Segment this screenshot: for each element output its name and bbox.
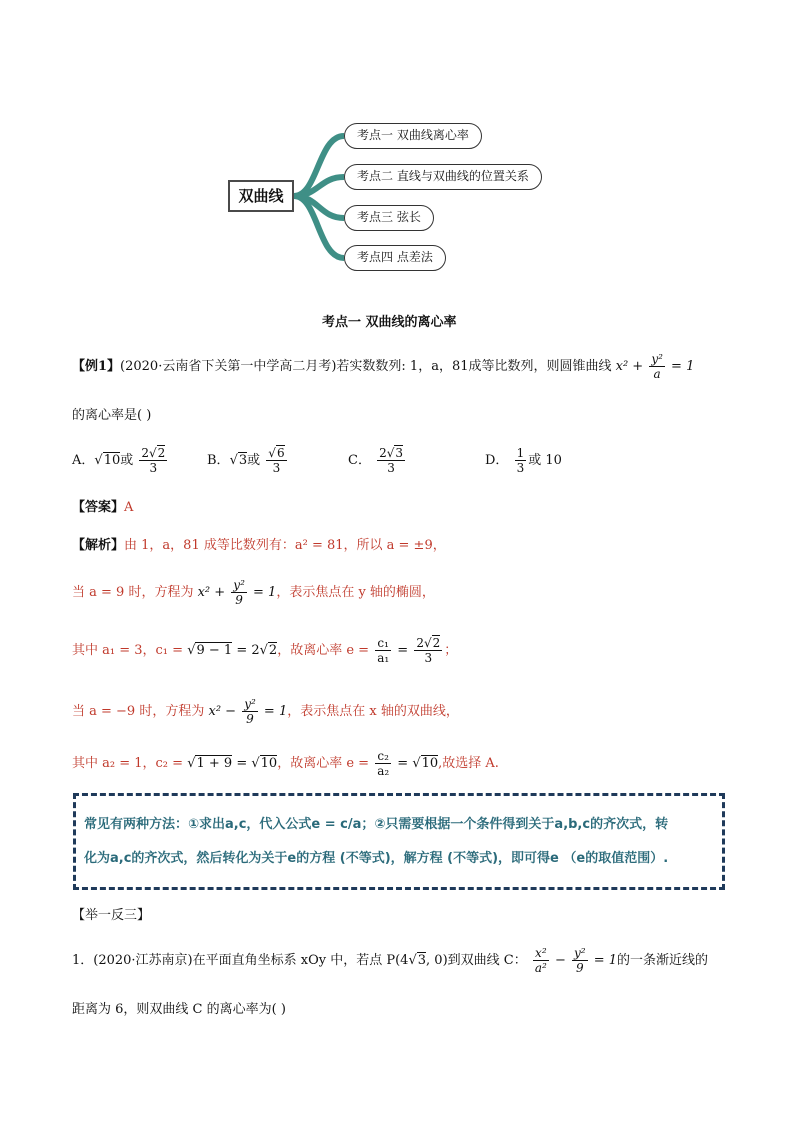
option-b: B．√3或 $\frac{√6}{3}$	[207, 446, 285, 475]
example-tag: 【例1】	[72, 359, 121, 374]
mindmap-node-3: 考点三 弦长	[344, 205, 434, 231]
option-c: C． $\frac{2√3}{3}$	[348, 446, 404, 475]
practice-question-1-line-2: 距离为 6，则双曲线 C 的离心率为( )	[72, 1002, 286, 1017]
mindmap-root: 双曲线	[228, 180, 294, 212]
analysis-line-3: 其中 a₁ = 3，c₁ = √9 − 1 = 2√2，故离心率 e = $\frac{\text{c₁}}{\text{a₁}}$ = $\frac{2√2}{3}$ ；	[72, 636, 458, 665]
method-tip-line-2: 化为a,c的齐次式，然后转化为关于e的方程 (不等式)，解方程 (不等式)，即可得e （e的取值范围）.	[84, 851, 669, 866]
mindmap-node-2: 考点二 直线与双曲线的位置关系	[344, 164, 542, 190]
section-title: 考点一 双曲线的离心率	[322, 315, 457, 330]
answer-tag: 【答案】	[72, 500, 125, 515]
analysis-line-5: 其中 a₂ = 1，c₂ = √1 + 9 = √10，故离心率 e = $\frac{\text{c₂}}{\text{a₂}}$ = √10,故选择 A.	[72, 749, 499, 778]
analysis-line-1: 【解析】由 1，a，81 成等比数列有：a² = 81，所以 a = ±9，	[72, 538, 446, 553]
example-stem-tail: 的离心率是( )	[72, 408, 152, 423]
example-stem: (2020·云南省下关第一中学高二月考)若实数数列: 1，a，81成等比数列，则圆锥曲线	[120, 359, 612, 374]
analysis-line-2: 当 a = 9 时，方程为 x² + $\frac{\text{y²}}{9}$ = 1，表示焦点在 y 轴的椭圆，	[72, 578, 435, 607]
practice-question-1: 1．(2020·江苏南京)在平面直角坐标系 xOy 中，若点 P(4√3, 0)到双曲线 C： $\frac{\text{x²}}{\text{a²}}$ − $\frac{\text{y²}}{9}$ = 1的一条渐近线的	[72, 946, 709, 975]
example-stem-line	[72, 352, 694, 381]
analysis-tag: 【解析】	[72, 538, 125, 553]
mindmap-node-4: 考点四 点差法	[344, 245, 446, 271]
example-equation: x² + $\frac{\text{y²}}{a}$ = 1	[615, 352, 695, 381]
answer-line	[72, 496, 133, 515]
option-a: A．√10或 $\frac{2√2}{3}$	[72, 446, 166, 475]
practice-tag: 【举一反三】	[72, 908, 151, 923]
answer-value: A	[124, 500, 134, 515]
analysis-line-4: 当 a = −9 时，方程为 x² − $\frac{\text{y²}}{9}$ = 1，表示焦点在 x 轴的双曲线，	[72, 697, 459, 726]
method-tip-text	[84, 808, 716, 876]
option-d: D． $\frac{1}{3}$ 或 10	[485, 446, 562, 475]
mindmap-node-1: 考点一 双曲线离心率	[344, 123, 482, 149]
method-tip-line-1: 常见有两种方法：①求出a,c，代入公式e = c/a；②只需要根据一个条件得到关于a,b,c的齐次式，转	[84, 817, 669, 832]
